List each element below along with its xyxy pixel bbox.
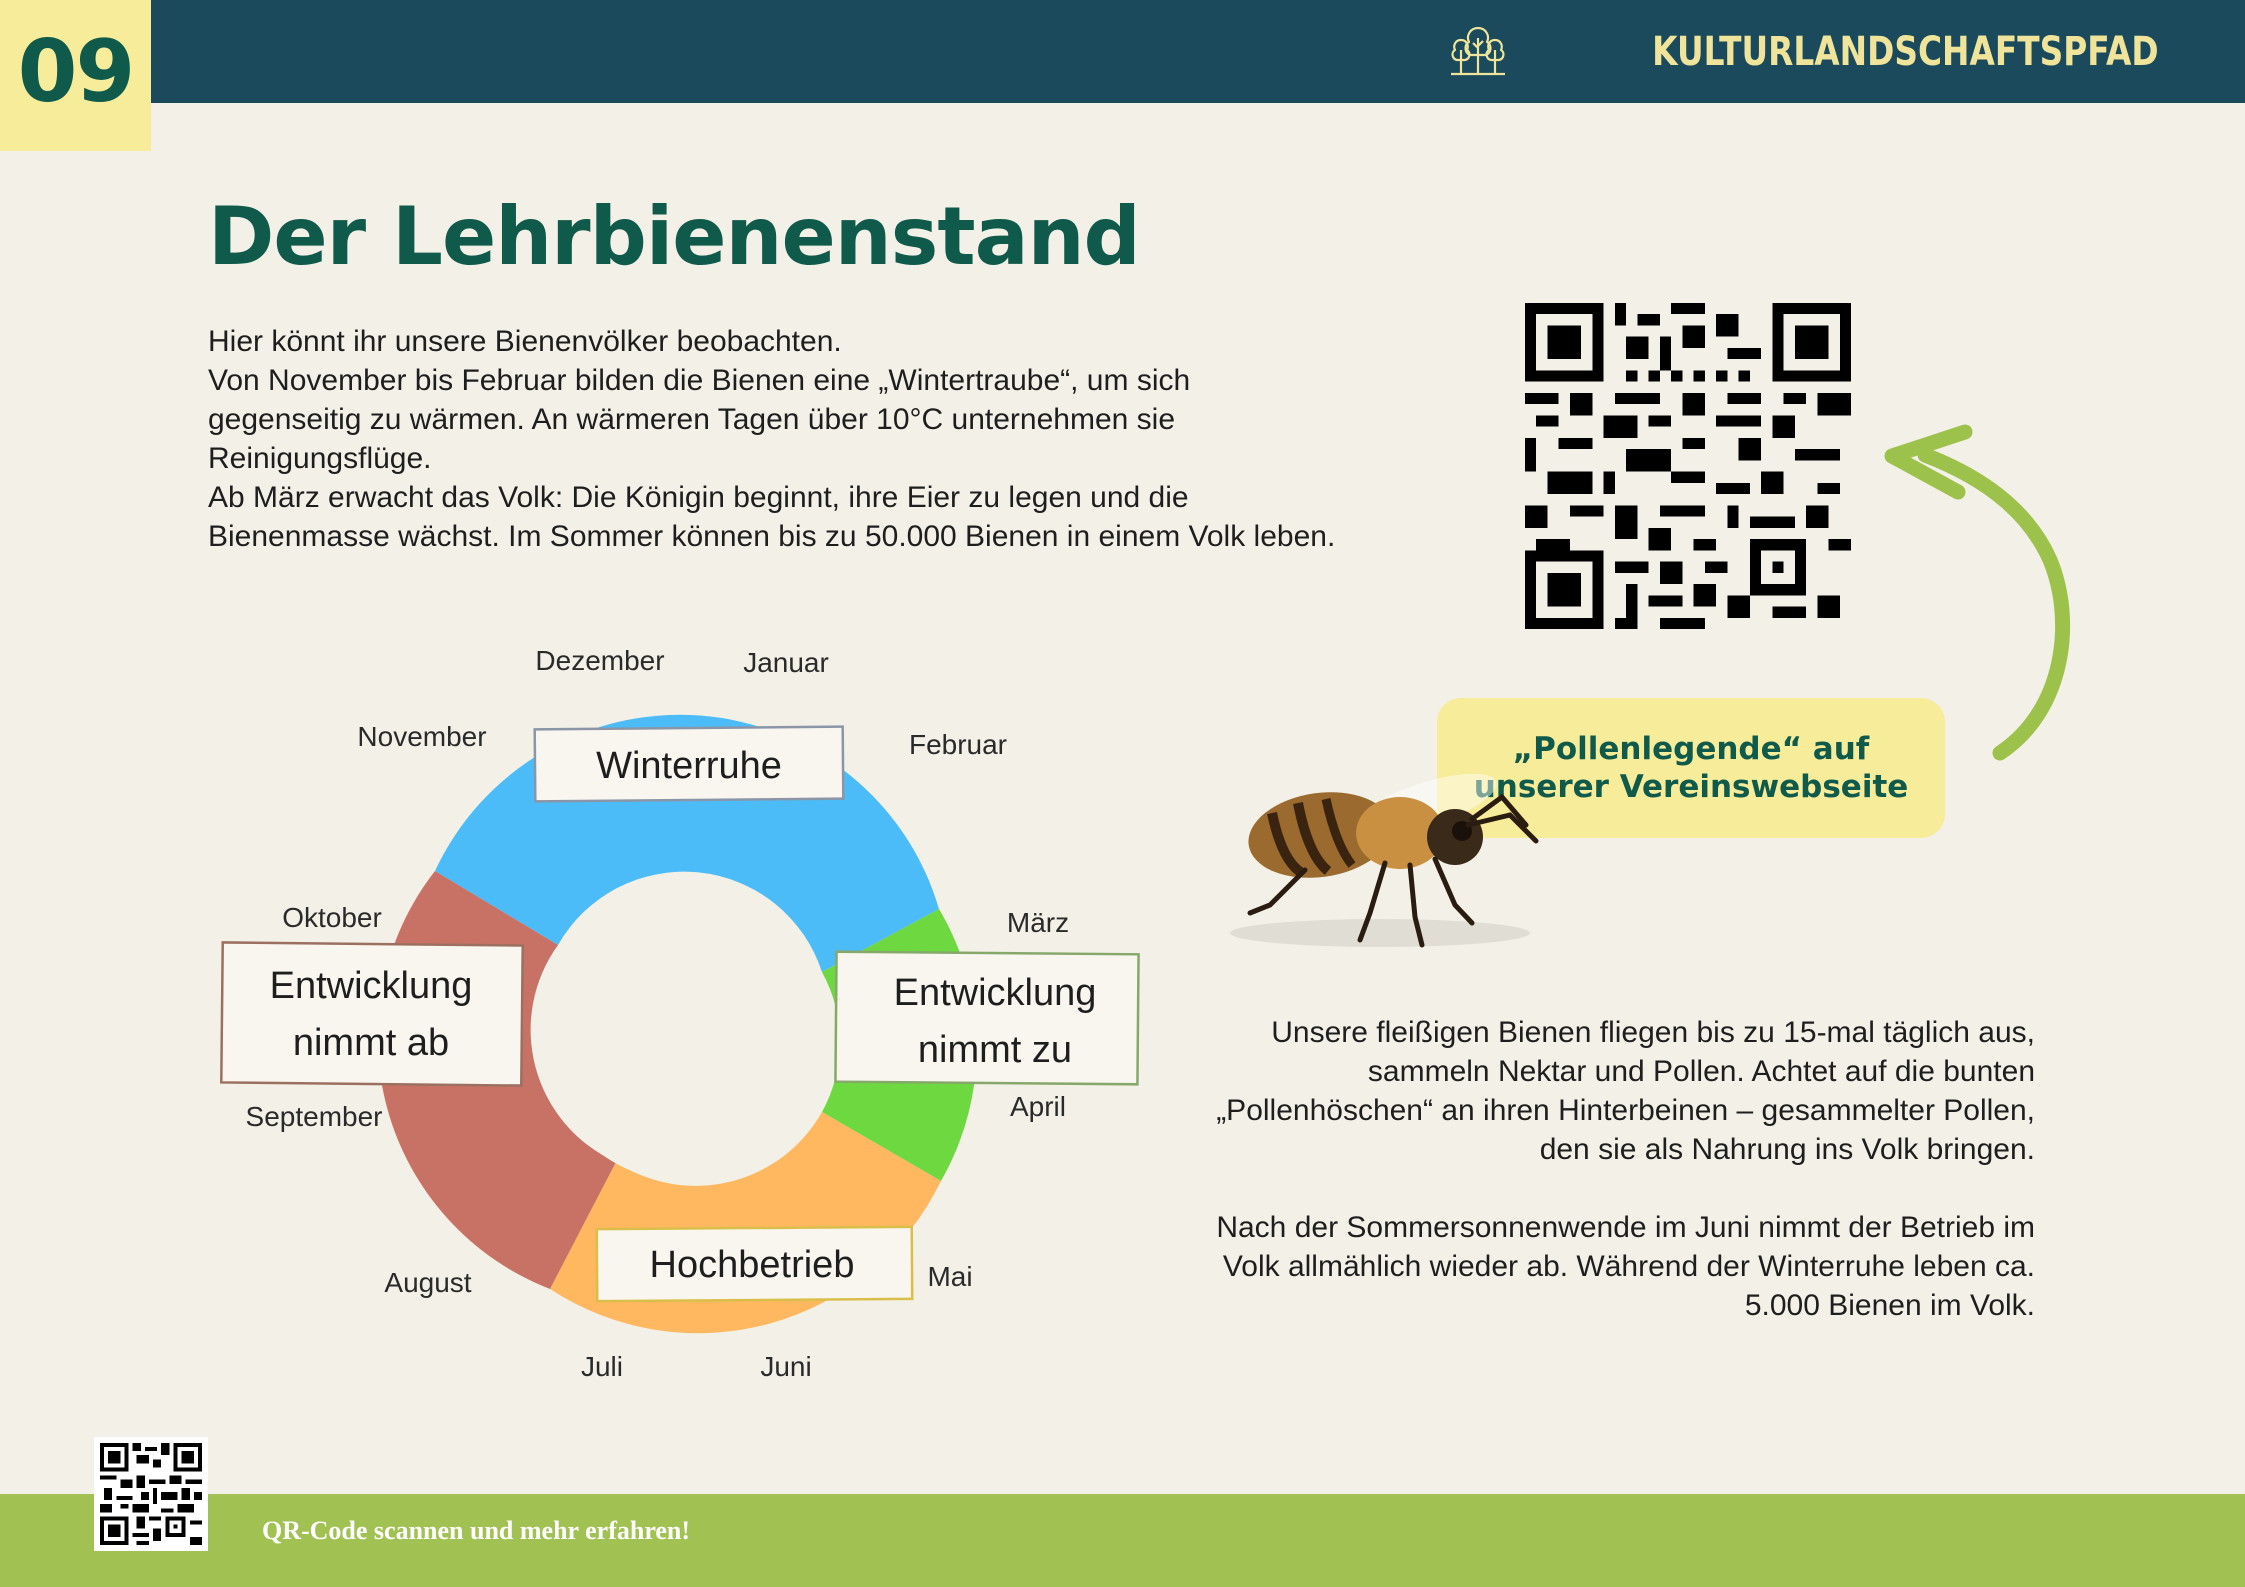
phase-label-entwicklung-zu: Entwicklung	[893, 972, 1097, 1014]
qr-code-vereinswebseite[interactable]	[1525, 303, 1851, 629]
phase-label-winterruhe: Winterruhe	[596, 745, 782, 787]
bee-year-wheel	[150, 620, 1200, 1420]
intro-text	[208, 322, 1348, 556]
side-paragraph: Nach der Sommersonnenwende im Juni nimmt der Betrieb im Volk allmählich wieder ab. Während der Winterruhe leben ca. 5.000 Bienen im Volk.	[1216, 1211, 2035, 1322]
footer-qr-frame[interactable]	[94, 1437, 208, 1551]
intro-paragraph: Hier könnt ihr unsere Bienenvölker beobachten.	[208, 325, 842, 358]
phase-label-entwicklung-zu: nimmt zu	[917, 1029, 1073, 1071]
month-label: August	[384, 1267, 472, 1298]
month-label: März	[1006, 907, 1070, 938]
trees-icon	[1449, 24, 1507, 80]
station-number: 09	[17, 22, 134, 122]
month-label: Januar	[743, 647, 829, 678]
month-label: Dezember	[535, 645, 665, 676]
phase-label-entwicklung-ab: nimmt ab	[292, 1022, 450, 1064]
phase-label-entwicklung-ab: Entwicklung	[269, 965, 473, 1007]
footer-text: QR-Code scannen und mehr erfahren!	[262, 1516, 691, 1545]
month-label: Februar	[908, 729, 1008, 760]
brand	[1449, 24, 2159, 80]
side-paragraph: Unsere fleißigen Bienen fliegen bis zu 15-mal täglich aus, sammeln Nektar und Pollen. Achtet auf die bunten „Pollenhöschen“ an ihren Hinterbeinen – gesammelter Pollen, den sie als Nahrung ins Volk bringen.	[1216, 1016, 2035, 1166]
page-title: Der Lehrbienenstand	[208, 190, 1140, 283]
callout-line: „Pollenlegende“ auf	[1512, 731, 1870, 767]
month-label: September	[245, 1101, 383, 1132]
station-number-badge	[0, 0, 151, 151]
month-label: April	[1009, 1091, 1067, 1122]
month-label: Oktober	[282, 902, 382, 933]
callout-line: unserer Vereinswebseite	[1473, 769, 1909, 805]
qr-code-footer[interactable]	[100, 1443, 202, 1545]
intro-paragraph: Von November bis Februar bilden die Bienen eine „Wintertraube“, um sich gegenseitig zu wärmen. An wärmeren Tagen über 10°C unternehmen sie Reinigungsflüge.	[208, 364, 1191, 475]
phase-label-hochbetrieb: Hochbetrieb	[649, 1244, 855, 1286]
month-label: Mai	[927, 1261, 973, 1292]
month-label: Juli	[580, 1351, 624, 1382]
bee-image	[1210, 745, 1550, 960]
month-label: Juni	[760, 1351, 812, 1382]
brand-name: KULTURLANDSCHAFTSPFAD	[1652, 29, 2159, 75]
side-text	[1160, 1013, 2035, 1364]
month-label: November	[357, 721, 487, 752]
intro-paragraph: Ab März erwacht das Volk: Die Königin beginnt, ihre Eier zu legen und die Bienenmasse wächst. Im Sommer können bis zu 50.000 Bienen in einem Volk leben.	[208, 481, 1336, 553]
